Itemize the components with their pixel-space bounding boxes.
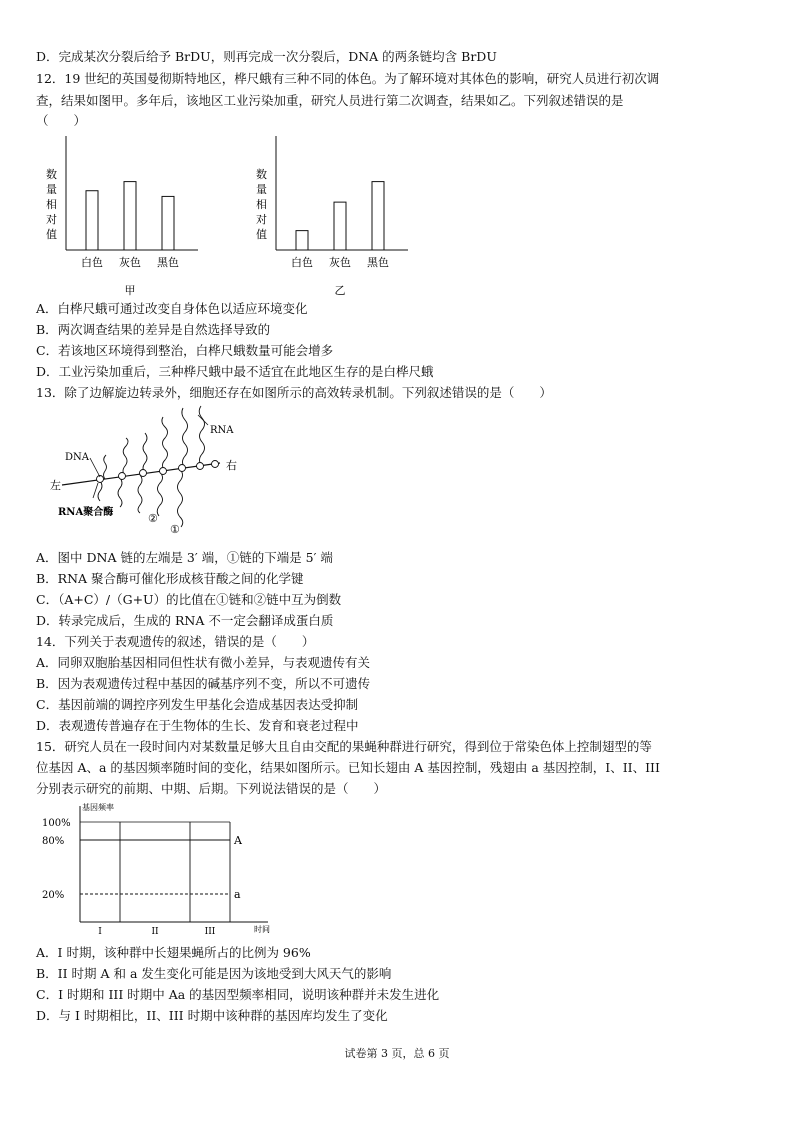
- right-label: 右: [226, 459, 237, 472]
- q12-bar-charts: [40, 132, 389, 302]
- rna-strand: [123, 438, 128, 476]
- strand-1-label: ①: [170, 523, 180, 536]
- rna-strand: [182, 408, 188, 468]
- y-tick-label: 80%: [42, 836, 65, 847]
- x-tick-label: 灰色: [119, 256, 141, 269]
- transcription-diagram: [50, 405, 270, 540]
- y-axis-label-char: 值: [256, 228, 267, 241]
- q14-option-b: B．因为表观遗传过程中基因的碱基序列不变，所以不可遗传: [36, 676, 371, 691]
- x-tick-label: 灰色: [329, 256, 351, 269]
- q13-option-b: B．RNA 聚合酶可催化形成核苷酸之间的化学键: [36, 571, 304, 586]
- rna-strand: [178, 469, 183, 527]
- rna-strand: [157, 472, 162, 516]
- bar-白色: [296, 231, 308, 250]
- rna-polymerase: [160, 468, 167, 475]
- q12-stem-line-2: 查，结果如图甲。多年后，该地区工业污染加重，研究人员进行第二次调查，结果如乙。下列叙述错误的是: [36, 93, 624, 108]
- y-axis-label: 基因频率: [82, 803, 114, 812]
- chart-title: 乙: [334, 284, 346, 297]
- q13-stem: 13．除了边解旋边转录外，细胞还存在如图所示的高效转录机制。下列叙述错误的是（ ）: [36, 385, 552, 400]
- polymerase-label-leader: [93, 483, 98, 498]
- bar-黑色: [372, 182, 384, 250]
- y-tick-label: 20%: [42, 890, 65, 901]
- rna-strand: [162, 417, 168, 471]
- x-tick-label: 白色: [291, 256, 313, 269]
- rna-strand: [118, 478, 122, 507]
- bar-灰色: [334, 202, 346, 250]
- q13-option-a: A．图中 DNA 链的左端是 3′ 端，①链的下端是 5′ 端: [36, 550, 333, 565]
- q15-stem-line-2: 位基因 A、a 的基因频率随时间的变化，结果如图所示。已知长翅由 A 基因控制，残翅由 a 基因控制，I、II、III: [36, 760, 660, 775]
- rna-strand: [104, 455, 107, 479]
- chart-title: 甲: [124, 284, 136, 297]
- q14-option-c: C．基因前端的调控序列发生甲基化会造成基因表达受抑制: [36, 697, 359, 712]
- rna-label: RNA: [210, 425, 234, 436]
- y-tick-label: 100%: [42, 818, 71, 829]
- rna-strand: [143, 433, 147, 473]
- x-tick-label: 黑色: [157, 256, 179, 269]
- period-label: II: [151, 927, 159, 937]
- y-axis-label-char: 对: [46, 213, 57, 226]
- rna-label-leader: [198, 415, 208, 425]
- x-tick-label: 黑色: [367, 256, 389, 269]
- rna-polymerase: [119, 473, 126, 480]
- rna-strand: [199, 406, 204, 466]
- series-label-A: A: [234, 834, 242, 847]
- rna-polymerase: [212, 461, 219, 468]
- dna-label-leader: [90, 458, 100, 477]
- y-axis-label-char: 相: [46, 198, 57, 211]
- q13-option-c: C．（A+C）/（G+U）的比值在①链和②链中互为倒数: [36, 592, 342, 607]
- rna-strand: [98, 481, 102, 501]
- q14-option-a: A．同卵双胞胎基因相同但性状有微小差异，与表观遗传有关: [36, 655, 371, 670]
- period-label: III: [204, 927, 216, 937]
- rna-polymerase: [197, 463, 204, 470]
- gene-frequency-chart: [40, 800, 280, 940]
- x-axis-label: 时间: [254, 925, 270, 934]
- y-axis-label-char: 数: [256, 168, 267, 181]
- period-label: I: [98, 927, 102, 937]
- page-footer: 试卷第 3 页，总 6 页: [344, 1047, 450, 1060]
- q12-option-a: A．白桦尺蛾可通过改变自身体色以适应环境变化: [36, 301, 308, 316]
- q15-stem-line-3: 分别表示研究的前期、中期、后期。下列说法错误的是（ ）: [36, 781, 387, 796]
- bar-白色: [86, 191, 98, 250]
- polymerase-label: RNA聚合酶: [58, 507, 114, 518]
- rna-polymerase: [140, 470, 147, 477]
- q12-stem-line-1: 12．19 世纪的英国曼彻斯特地区，桦尺蛾有三种不同的体色。为了解环境对其体色的影响，研究人员进行初次调: [36, 71, 660, 86]
- bar-灰色: [124, 182, 136, 250]
- strand-2-label: ②: [148, 512, 158, 525]
- left-label: 左: [50, 479, 61, 492]
- q12-option-b: B．两次调查结果的差异是自然选择导致的: [36, 322, 271, 337]
- y-axis-label-char: 量: [256, 183, 267, 196]
- q15-option-b: B．II 时期 A 和 a 发生变化可能是因为该地受到大风天气的影响: [36, 966, 392, 981]
- q15-option-a: A．I 时期，该种群中长翅果蝇所占的比例为 96%: [36, 945, 311, 960]
- dna-label: DNA: [65, 452, 89, 463]
- rna-strand: [138, 475, 142, 513]
- q12-option-d: D．工业污染加重后，三种桦尺蛾中最不适宜在此地区生存的是白桦尺蛾: [36, 364, 434, 379]
- prev-option-d: D．完成某次分裂后给予 BrDU，则再完成一次分裂后，DNA 的两条链均含 BrDU: [36, 49, 497, 64]
- q14-stem: 14．下列关于表观遗传的叙述，错误的是（ ）: [36, 634, 315, 649]
- series-label-a: a: [234, 888, 241, 901]
- rna-polymerase: [179, 465, 186, 472]
- q13-option-d: D．转录完成后，生成的 RNA 不一定会翻译成蛋白质: [36, 613, 334, 628]
- q12-option-c: C．若该地区环境得到整治，白桦尺蛾数量可能会增多: [36, 343, 334, 358]
- q15-option-c: C．I 时期和 III 时期中 Aa 的基因型频率相同，说明该种群并未发生进化: [36, 987, 440, 1002]
- y-axis-label-char: 相: [256, 198, 267, 211]
- y-axis-label-char: 量: [46, 183, 57, 196]
- q12-stem-line-3: （ ）: [36, 113, 87, 128]
- q15-option-d: D．与 I 时期相比，II、III 时期中该种群的基因库均发生了变化: [36, 1008, 388, 1023]
- y-axis-label-char: 数: [46, 168, 57, 181]
- y-axis-label-char: 值: [46, 228, 57, 241]
- y-axis-label-char: 对: [256, 213, 267, 226]
- q14-option-d: D．表观遗传普遍存在于生物体的生长、发育和衰老过程中: [36, 718, 359, 733]
- q15-stem-line-1: 15．研究人员在一段时间内对某数量足够大且自由交配的果蝇种群进行研究，得到位于常染色体上控制翅型的等: [36, 739, 652, 754]
- bar-黑色: [162, 196, 174, 250]
- x-tick-label: 白色: [81, 256, 103, 269]
